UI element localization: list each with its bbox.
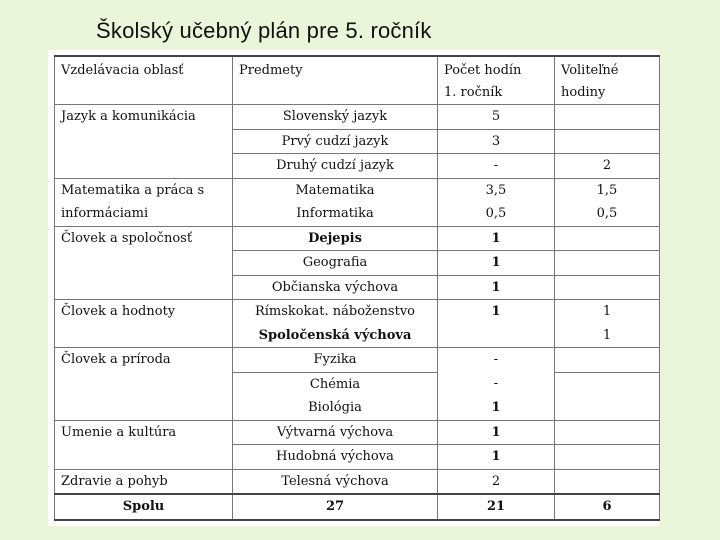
elective-cell	[555, 275, 660, 300]
table-row	[55, 202, 660, 226]
subject-cell: Geografia	[233, 251, 438, 276]
hours-cell: -	[438, 348, 555, 373]
subject-cell: Prvý cudzí jazyk	[233, 129, 438, 154]
table-row	[55, 372, 660, 396]
table-row	[55, 226, 660, 251]
area-cell	[55, 324, 233, 348]
subject-cell: Rímskokat. náboženstvo	[233, 300, 438, 324]
curriculum-table	[54, 55, 660, 521]
area-cell	[55, 372, 233, 396]
area-cell	[55, 445, 233, 470]
total-elective: 6	[555, 494, 660, 520]
table-row	[55, 348, 660, 373]
hours-cell: 1	[438, 396, 555, 420]
subject-cell: Hudobná výchova	[233, 445, 438, 470]
area-cell: informáciami	[55, 202, 233, 226]
total-hours: 21	[438, 494, 555, 520]
area-cell	[55, 129, 233, 154]
elective-cell	[555, 396, 660, 420]
total-label: Spolu	[55, 494, 233, 520]
table-row	[55, 324, 660, 348]
table-row	[55, 445, 660, 470]
subject-cell: Spoločenská výchova	[233, 324, 438, 348]
header-hours: Počet hodín 1. ročník	[438, 56, 555, 105]
hours-cell: 3	[438, 129, 555, 154]
subject-cell: Informatika	[233, 202, 438, 226]
header-subjects: Predmety	[233, 56, 438, 105]
subject-cell: Telesná výchova	[233, 469, 438, 494]
area-cell	[55, 251, 233, 276]
subject-cell: Matematika	[233, 178, 438, 202]
table-total-row	[55, 494, 660, 520]
table-row	[55, 251, 660, 276]
subject-cell: Biológia	[233, 396, 438, 420]
area-cell	[55, 275, 233, 300]
hours-cell: 5	[438, 105, 555, 130]
slide-title: Školský učebný plán pre 5. ročník	[96, 18, 432, 43]
hours-cell: 1	[438, 300, 555, 324]
hours-cell: 0,5	[438, 202, 555, 226]
table-row	[55, 420, 660, 445]
area-cell: Matematika a práca s	[55, 178, 233, 202]
area-cell: Jazyk a komunikácia	[55, 105, 233, 130]
subject-cell: Chémia	[233, 372, 438, 396]
area-cell: Človek a hodnoty	[55, 300, 233, 324]
elective-cell	[555, 372, 660, 396]
table-row	[55, 300, 660, 324]
header-elective: Voliteľné hodiny	[555, 56, 660, 105]
elective-cell	[555, 469, 660, 494]
elective-cell: 2	[555, 154, 660, 179]
hours-cell: -	[438, 154, 555, 179]
elective-cell: 0,5	[555, 202, 660, 226]
subject-cell: Dejepis	[233, 226, 438, 251]
table-row	[55, 275, 660, 300]
area-cell	[55, 154, 233, 179]
elective-cell	[555, 251, 660, 276]
table-header-row	[55, 56, 660, 105]
elective-cell	[555, 445, 660, 470]
hours-cell: 3,5	[438, 178, 555, 202]
hours-cell: -	[438, 372, 555, 396]
table-row	[55, 154, 660, 179]
elective-cell	[555, 105, 660, 130]
area-cell: Zdravie a pohyb	[55, 469, 233, 494]
subject-cell: Slovenský jazyk	[233, 105, 438, 130]
elective-cell: 1,5	[555, 178, 660, 202]
subject-cell: Druhý cudzí jazyk	[233, 154, 438, 179]
header-area: Vzdelávacia oblasť	[55, 56, 233, 105]
scanned-table-image	[48, 50, 660, 526]
table-row	[55, 469, 660, 494]
table-row	[55, 129, 660, 154]
subject-cell: Fyzika	[233, 348, 438, 373]
table-row	[55, 396, 660, 420]
subject-cell: Výtvarná výchova	[233, 420, 438, 445]
subject-cell: Občianska výchova	[233, 275, 438, 300]
area-cell: Umenie a kultúra	[55, 420, 233, 445]
total-subjects: 27	[233, 494, 438, 520]
elective-cell	[555, 226, 660, 251]
elective-cell: 1	[555, 324, 660, 348]
hours-cell: 1	[438, 445, 555, 470]
elective-cell: 1	[555, 300, 660, 324]
elective-cell	[555, 129, 660, 154]
hours-cell: 1	[438, 251, 555, 276]
hours-cell: 1	[438, 226, 555, 251]
hours-cell: 2	[438, 469, 555, 494]
elective-cell	[555, 348, 660, 373]
elective-cell	[555, 420, 660, 445]
hours-cell: 1	[438, 275, 555, 300]
table-row	[55, 105, 660, 130]
area-cell: Človek a spoločnosť	[55, 226, 233, 251]
area-cell	[55, 396, 233, 420]
table-row	[55, 178, 660, 202]
area-cell: Človek a príroda	[55, 348, 233, 373]
hours-cell	[438, 324, 555, 348]
hours-cell: 1	[438, 420, 555, 445]
